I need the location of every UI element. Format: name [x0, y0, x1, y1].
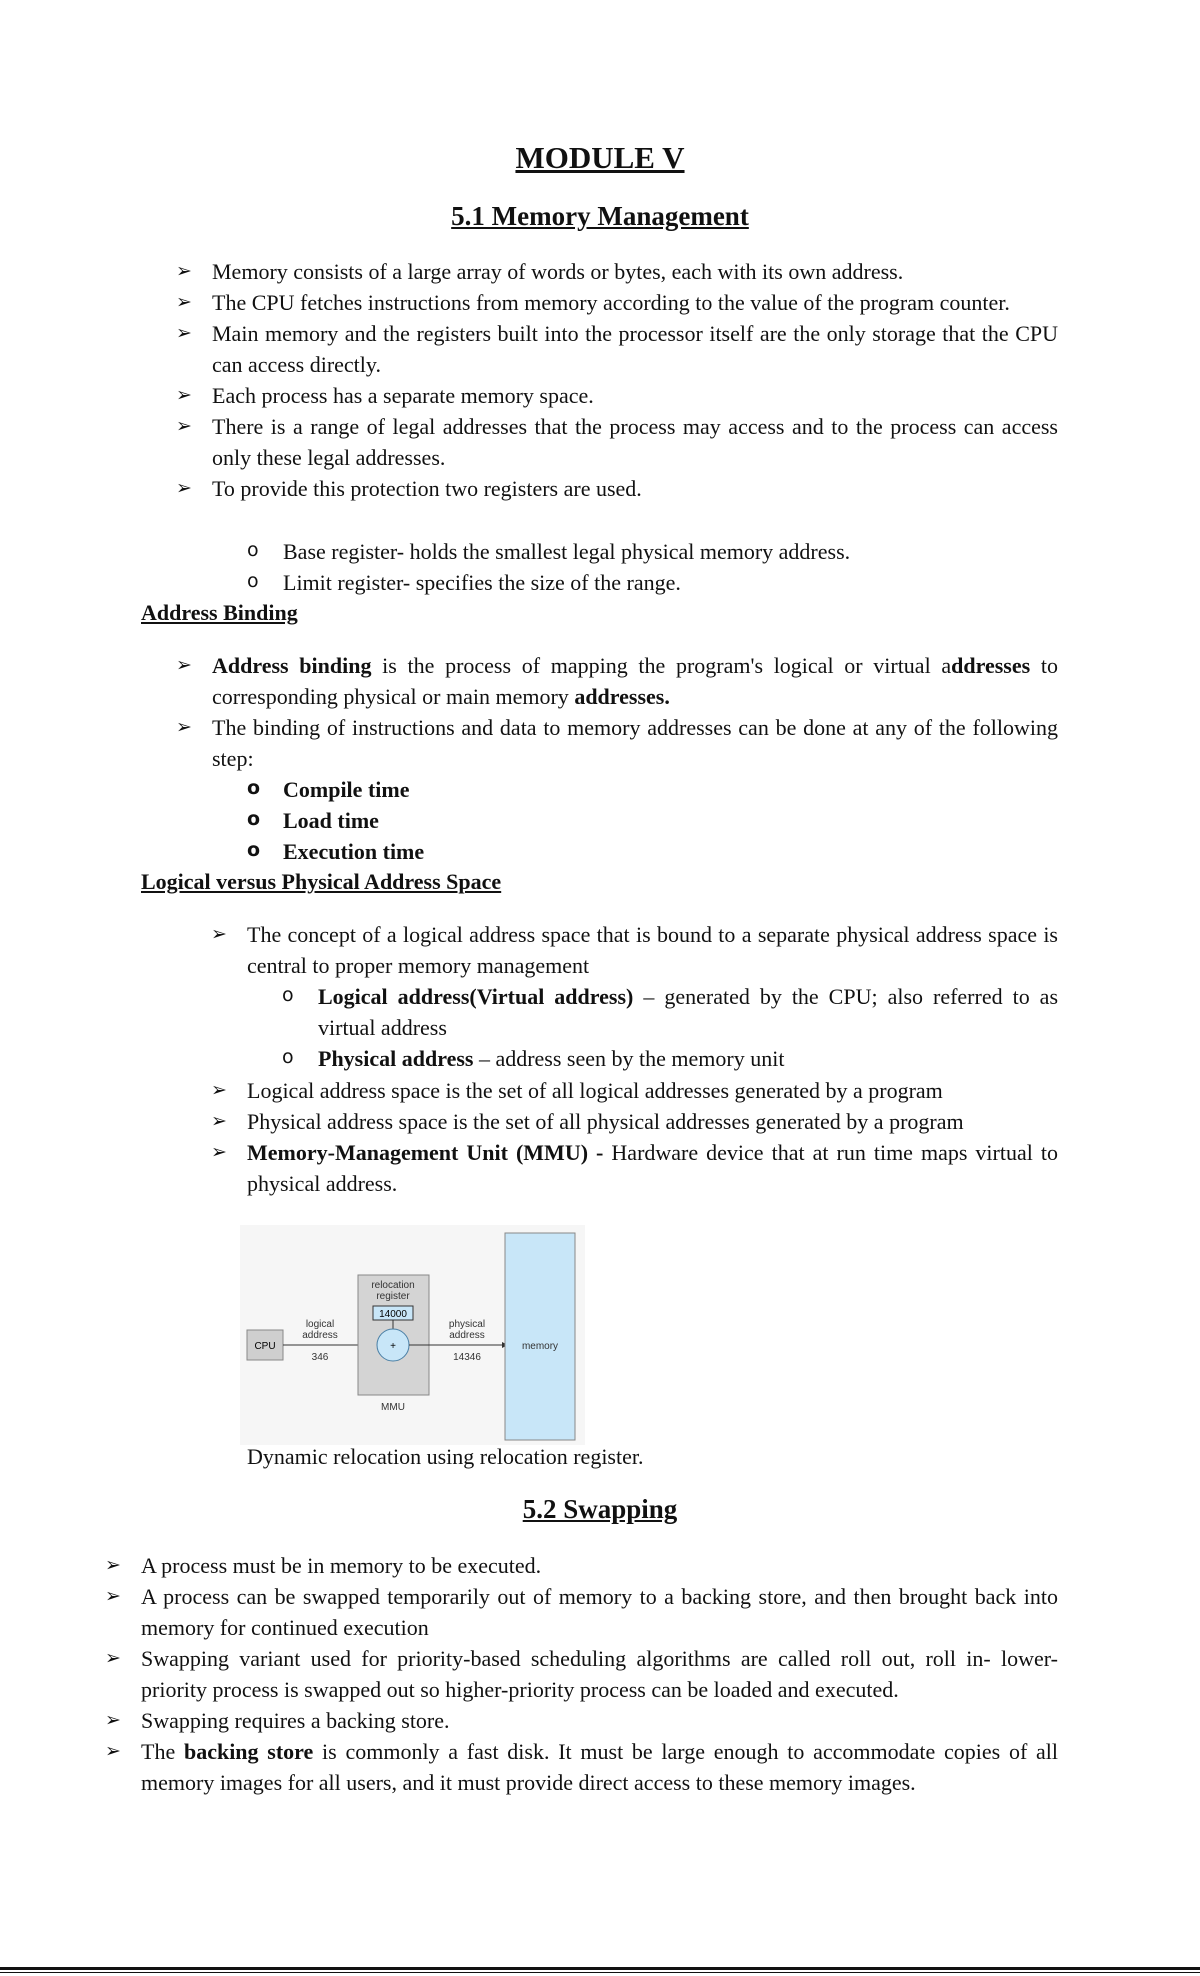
list-item: ➢ The CPU fetches instructions from memory according to the value of the program counter. — [212, 287, 1058, 318]
list-item — [212, 650, 1058, 712]
relocation-label-line1: relocation — [371, 1280, 415, 1291]
list-item: ➢ Memory consists of a large array of words or bytes, each with its own address. — [212, 256, 1058, 287]
list-item: ➢ The concept of a logical address space that is bound to a separate physical address space is central to proper memory management — [247, 919, 1058, 981]
address-binding-list — [212, 650, 1058, 774]
list-item: o Execution time — [283, 836, 1058, 867]
physical-label-line2: address — [449, 1330, 485, 1341]
memory-management-list — [212, 256, 1058, 504]
footer-rule-thick — [0, 1967, 1200, 1970]
logical-label-line2: address — [302, 1330, 338, 1341]
text-span: – address seen by the memory unit — [473, 1046, 785, 1071]
relocation-label-line2: register — [376, 1291, 410, 1302]
logical-value: 346 — [311, 1352, 329, 1363]
footer-rule-thin — [0, 1972, 1200, 1973]
bold-term: backing store — [183, 1739, 314, 1764]
list-item: o Load time — [283, 805, 1058, 836]
address-binding-heading: Address Binding — [141, 600, 298, 625]
logical-physical-list-1 — [247, 919, 1058, 981]
list-item: ➢ A process must be in memory to be executed. — [141, 1550, 1058, 1581]
logical-physical-heading: Logical versus Physical Address Space — [141, 869, 502, 894]
list-item: ➢ Swapping requires a backing store. — [141, 1705, 1058, 1736]
logical-physical-list-2 — [247, 1075, 1058, 1199]
swapping-list — [141, 1550, 1058, 1798]
register-sublist — [283, 536, 1058, 598]
list-item — [318, 1043, 1058, 1074]
text-span: – generated by the CPU; also referred to as virtual address — [318, 984, 1059, 1040]
list-item: ➢ Physical address space is the set of all physical addresses generated by a program — [247, 1106, 1058, 1137]
bold-term: Memory-Management Unit (MMU) - — [247, 1140, 604, 1165]
relocation-value: 14000 — [379, 1309, 407, 1320]
section-title-swapping: 5.2 Swapping — [522, 1494, 678, 1524]
text-span: The — [141, 1739, 184, 1764]
list-item: ➢ To provide this protection two registers are used. — [212, 473, 1058, 504]
bold-term: ddresses — [951, 653, 1031, 678]
mmu-label: MMU — [381, 1402, 405, 1413]
logical-label-line1: logical — [305, 1319, 335, 1330]
bold-term: Physical address — [318, 1046, 474, 1071]
address-types-sublist — [318, 981, 1058, 1074]
list-item: o Limit register- specifies the size of the range. — [283, 567, 1058, 598]
list-item — [141, 1736, 1058, 1798]
binding-steps-list — [283, 774, 1058, 867]
list-item: ➢ Main memory and the registers built into the processor itself are the only storage that the CPU can access directly. — [212, 318, 1058, 380]
memory-label: memory — [521, 1341, 559, 1352]
list-item — [247, 1137, 1058, 1199]
physical-label-line1: physical — [448, 1319, 486, 1330]
bold-term: Logical address(Virtual address) — [318, 984, 634, 1009]
list-item: ➢ Logical address space is the set of all logical addresses generated by a program — [247, 1075, 1058, 1106]
list-item — [318, 981, 1058, 1043]
text-span: is the process of mapping the program's logical or virtual a — [371, 653, 952, 678]
adder-symbol: + — [390, 1341, 396, 1352]
text-span: Hardware device that at run time maps virtual to physical address. — [247, 1140, 1058, 1196]
list-item: o Base register- holds the smallest legal physical memory address. — [283, 536, 1058, 567]
bold-term: addresses. — [574, 684, 670, 709]
physical-value: 14346 — [453, 1352, 481, 1363]
text-span: is commonly a fast disk. It must be large enough to accommodate copies of all memory images for all users, and it must provide direct access to these memory images. — [141, 1739, 1059, 1795]
text-span: to corresponding physical or main memory — [212, 653, 1058, 709]
list-item: ➢ The binding of instructions and data to memory addresses can be done at any of the following step: — [212, 712, 1058, 774]
list-item: ➢ Swapping variant used for priority-based scheduling algorithms are called roll out, roll in- lower-priority process is swapped out so higher-priority process can be loaded and executed. — [141, 1643, 1058, 1705]
diagram-caption: Dynamic relocation using relocation register. — [247, 1444, 644, 1469]
memory-box — [505, 1233, 575, 1440]
section-title-memory-management: 5.1 Memory Management — [451, 201, 749, 231]
module-title: MODULE V — [515, 140, 685, 175]
list-item: ➢ There is a range of legal addresses that the process may access and to the process can access only these legal addresses. — [212, 411, 1058, 473]
list-item: ➢ A process can be swapped temporarily out of memory to a backing store, and then brought back into memory for continued execution — [141, 1581, 1058, 1643]
list-item: ➢ Each process has a separate memory space. — [212, 380, 1058, 411]
list-item: o Compile time — [283, 774, 1058, 805]
cpu-label: CPU — [254, 1341, 276, 1352]
bold-term: Address binding — [212, 653, 372, 678]
relocation-diagram — [240, 1225, 585, 1445]
